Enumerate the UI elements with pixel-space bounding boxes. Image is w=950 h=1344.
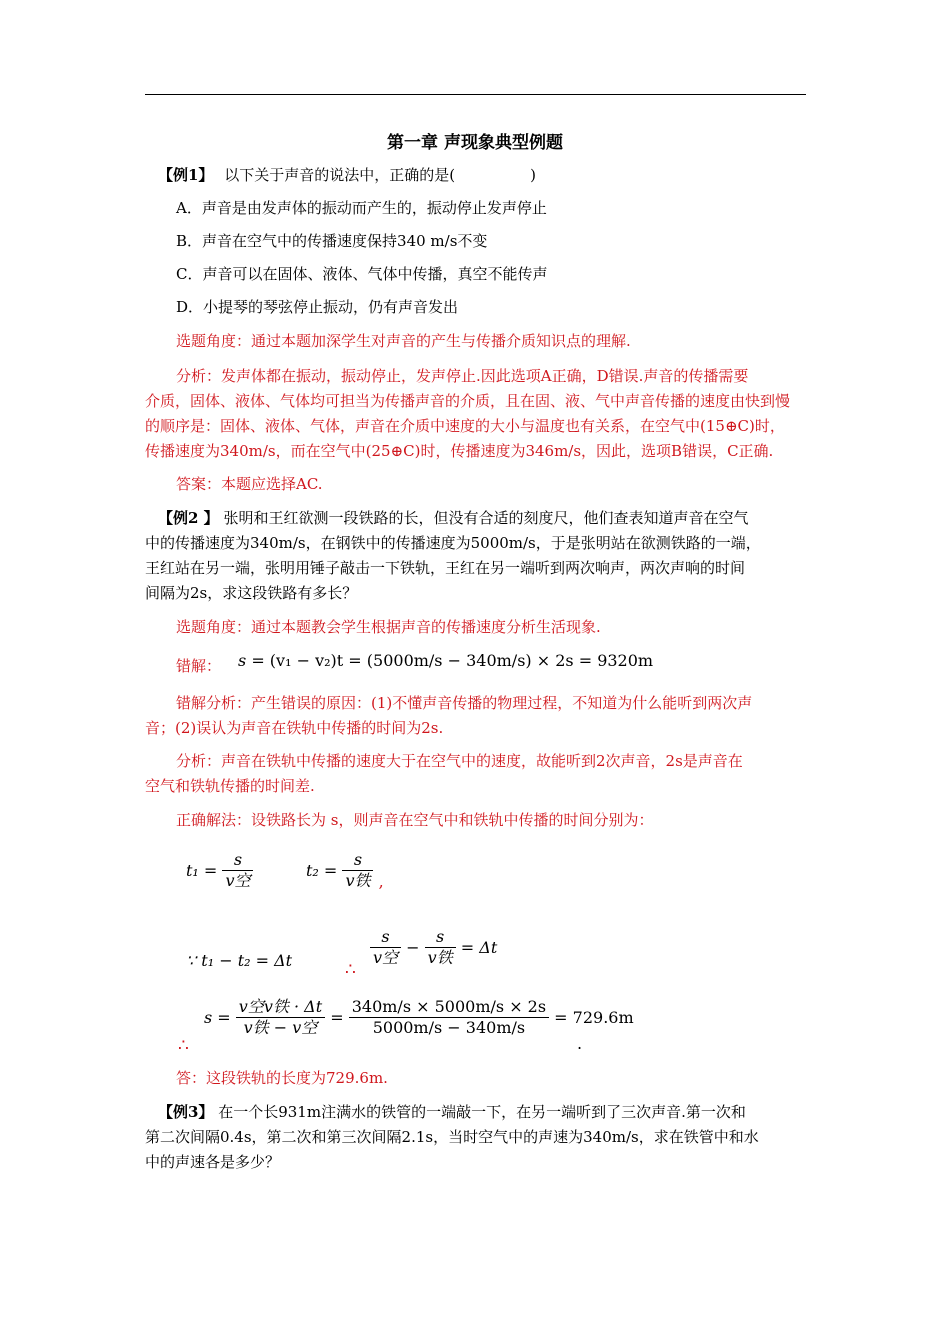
t1-fraction — [222, 850, 253, 891]
example-1-analysis-3: 的顺序是：固体、液体、气体，声音在介质中速度的大小与温度也有关系，在空气中(15⊕C)时， — [145, 417, 785, 435]
example-2-analysis-2: 空气和铁轨传播的时间差. — [145, 777, 315, 795]
final-fraction-1 — [236, 997, 325, 1038]
final-s-label: s = — [204, 1008, 231, 1027]
example-3-question-1: 在一个长931m注满水的铁管的一端敲一下，在另一端听到了三次声音.第一次和 — [218, 1103, 746, 1121]
diff-denominator-2: v铁 — [427, 948, 453, 967]
example-1-analysis-1: 分析：发声体都在振动，振动停止，发声停止.因此选项A正确，D错误.声音的传播需要 — [176, 367, 749, 385]
option-c: C．声音可以在固体、液体、气体中传播，真空不能传声 — [176, 265, 548, 283]
diff-fraction-2 — [425, 927, 456, 968]
example-2-answer: 答：这段铁轨的长度为729.6m. — [176, 1069, 388, 1087]
example-2-question-3: 王红站在另一端，张明用锤子敲击一下铁轨，王红在另一端听到两次响声，两次声响的时间 — [145, 559, 746, 577]
t2-formula — [306, 850, 384, 891]
example-2-label: 【例2 】 — [158, 509, 219, 527]
t2-comma: , — [378, 872, 384, 891]
example-1-label: 【例1】 — [158, 166, 214, 184]
example-3-line-1 — [158, 1102, 746, 1122]
t2-label: t₂ = — [306, 861, 338, 880]
t2-numerator: s — [342, 850, 373, 871]
therefore-symbol-2: ∴ — [178, 1036, 189, 1056]
example-1-analysis-4: 传播速度为340m/s，而在空气中(25⊕C)时，传播速度为346m/s，因此，选项B错误，C正确. — [145, 442, 774, 460]
t1-numerator: s — [222, 850, 253, 871]
example-1 — [158, 165, 536, 185]
therefore-symbol-1: ∴ — [345, 960, 356, 980]
final-numerator-1: v空v铁 · Δt — [236, 997, 325, 1018]
header-rule — [145, 94, 806, 95]
t1-denominator: v空 — [225, 871, 251, 890]
diff-minus: − — [406, 938, 420, 957]
wrong-analysis-2: 音；(2)误认为声音在铁轨中传播的时间为2s. — [145, 719, 444, 737]
final-s-formula: s = $\frac{\text{v空v铁 · Δt}}{\text{v铁 − v空}}$ = $\frac{340m/s \times 5000m/s \times 2s}{5000m/s - 340m/s}$ = 729.6m — [204, 997, 634, 1037]
diff-equals-dt: = Δt — [460, 938, 498, 957]
final-period: . — [577, 1034, 583, 1053]
final-result: = 729.6m — [554, 1008, 634, 1027]
t1-formula — [186, 850, 253, 891]
final-denominator-1: v铁 − v空 — [243, 1018, 318, 1037]
option-a: A．声音是由发声体的振动而产生的，振动停止发声停止 — [176, 199, 547, 217]
example-3-label: 【例3】 — [158, 1103, 214, 1121]
example-1-question: 以下关于声音的说法中，正确的是( ) — [224, 166, 536, 184]
option-d: D．小提琴的琴弦停止振动，仍有声音发出 — [176, 298, 459, 316]
diff-fraction-1 — [370, 927, 401, 968]
example-2-question-4: 间隔为2s，求这段铁路有多长？ — [145, 584, 358, 602]
because-formula: ∵ t₁ − t₂ = Δt — [186, 951, 293, 970]
time-difference-formula — [370, 927, 497, 968]
t1-label: t₁ = — [186, 861, 218, 880]
option-b: B．声音在空气中的传播速度保持340 m/s不变 — [176, 232, 488, 250]
wrong-solution-label: 错解： — [176, 657, 222, 675]
final-fraction-2 — [349, 997, 549, 1038]
t2-denominator: v铁 — [345, 871, 371, 890]
wrong-formula-lhs: s — [238, 651, 247, 670]
diff-denominator-1: v空 — [373, 948, 399, 967]
example-1-angle: 选题角度：通过本题加深学生对声音的产生与传播介质知识点的理解. — [176, 332, 631, 350]
example-2-analysis-1: 分析：声音在铁轨中传播的速度大于在空气中的速度，故能听到2次声音，2s是声音在 — [176, 752, 743, 770]
correct-solution-intro: 正确解法：设铁路长为 s，则声音在空气中和铁轨中传播的时间分别为： — [176, 811, 654, 829]
example-2-question-2: 中的传播速度为340m/s，在钢铁中的传播速度为5000m/s，于是张明站在欲测铁路的一端， — [145, 534, 761, 552]
page-title: 第一章 声现象典型例题 — [387, 133, 563, 153]
diff-numerator-2: s — [425, 927, 456, 948]
wrong-formula-rhs: = (v₁ − v₂)t = (5000m/s − 340m/s) × 2s = 9320m — [251, 651, 654, 670]
wrong-analysis-1: 错解分析：产生错误的原因：(1)不懂声音传播的物理过程，不知道为什么能听到两次声 — [176, 694, 753, 712]
t2-fraction — [342, 850, 373, 891]
final-numerator-2: 340m/s × 5000m/s × 2s — [349, 997, 549, 1018]
final-denominator-2: 5000m/s − 340m/s — [372, 1018, 526, 1037]
example-3-question-3: 中的声速各是多少？ — [145, 1153, 281, 1171]
example-1-answer: 答案：本题应选择AC. — [176, 475, 323, 493]
diff-numerator-1: s — [370, 927, 401, 948]
wrong-solution-formula — [238, 651, 653, 670]
example-1-analysis-2: 介质，固体、液体、气体均可担当为传播声音的介质，且在固、液、气中声音传播的速度由快到慢 — [145, 392, 791, 410]
example-2-line-1 — [158, 508, 748, 528]
example-3-question-2: 第二次间隔0.4s，第二次和第三次间隔2.1s，当时空气中的声速为340m/s，求在铁管中和水 — [145, 1128, 759, 1146]
example-2-angle: 选题角度：通过本题教会学生根据声音的传播速度分析生活现象. — [176, 618, 601, 636]
example-2-question-1: 张明和王红欲测一段铁路的长，但没有合适的刻度尺，他们查表知道声音在空气 — [223, 509, 749, 527]
